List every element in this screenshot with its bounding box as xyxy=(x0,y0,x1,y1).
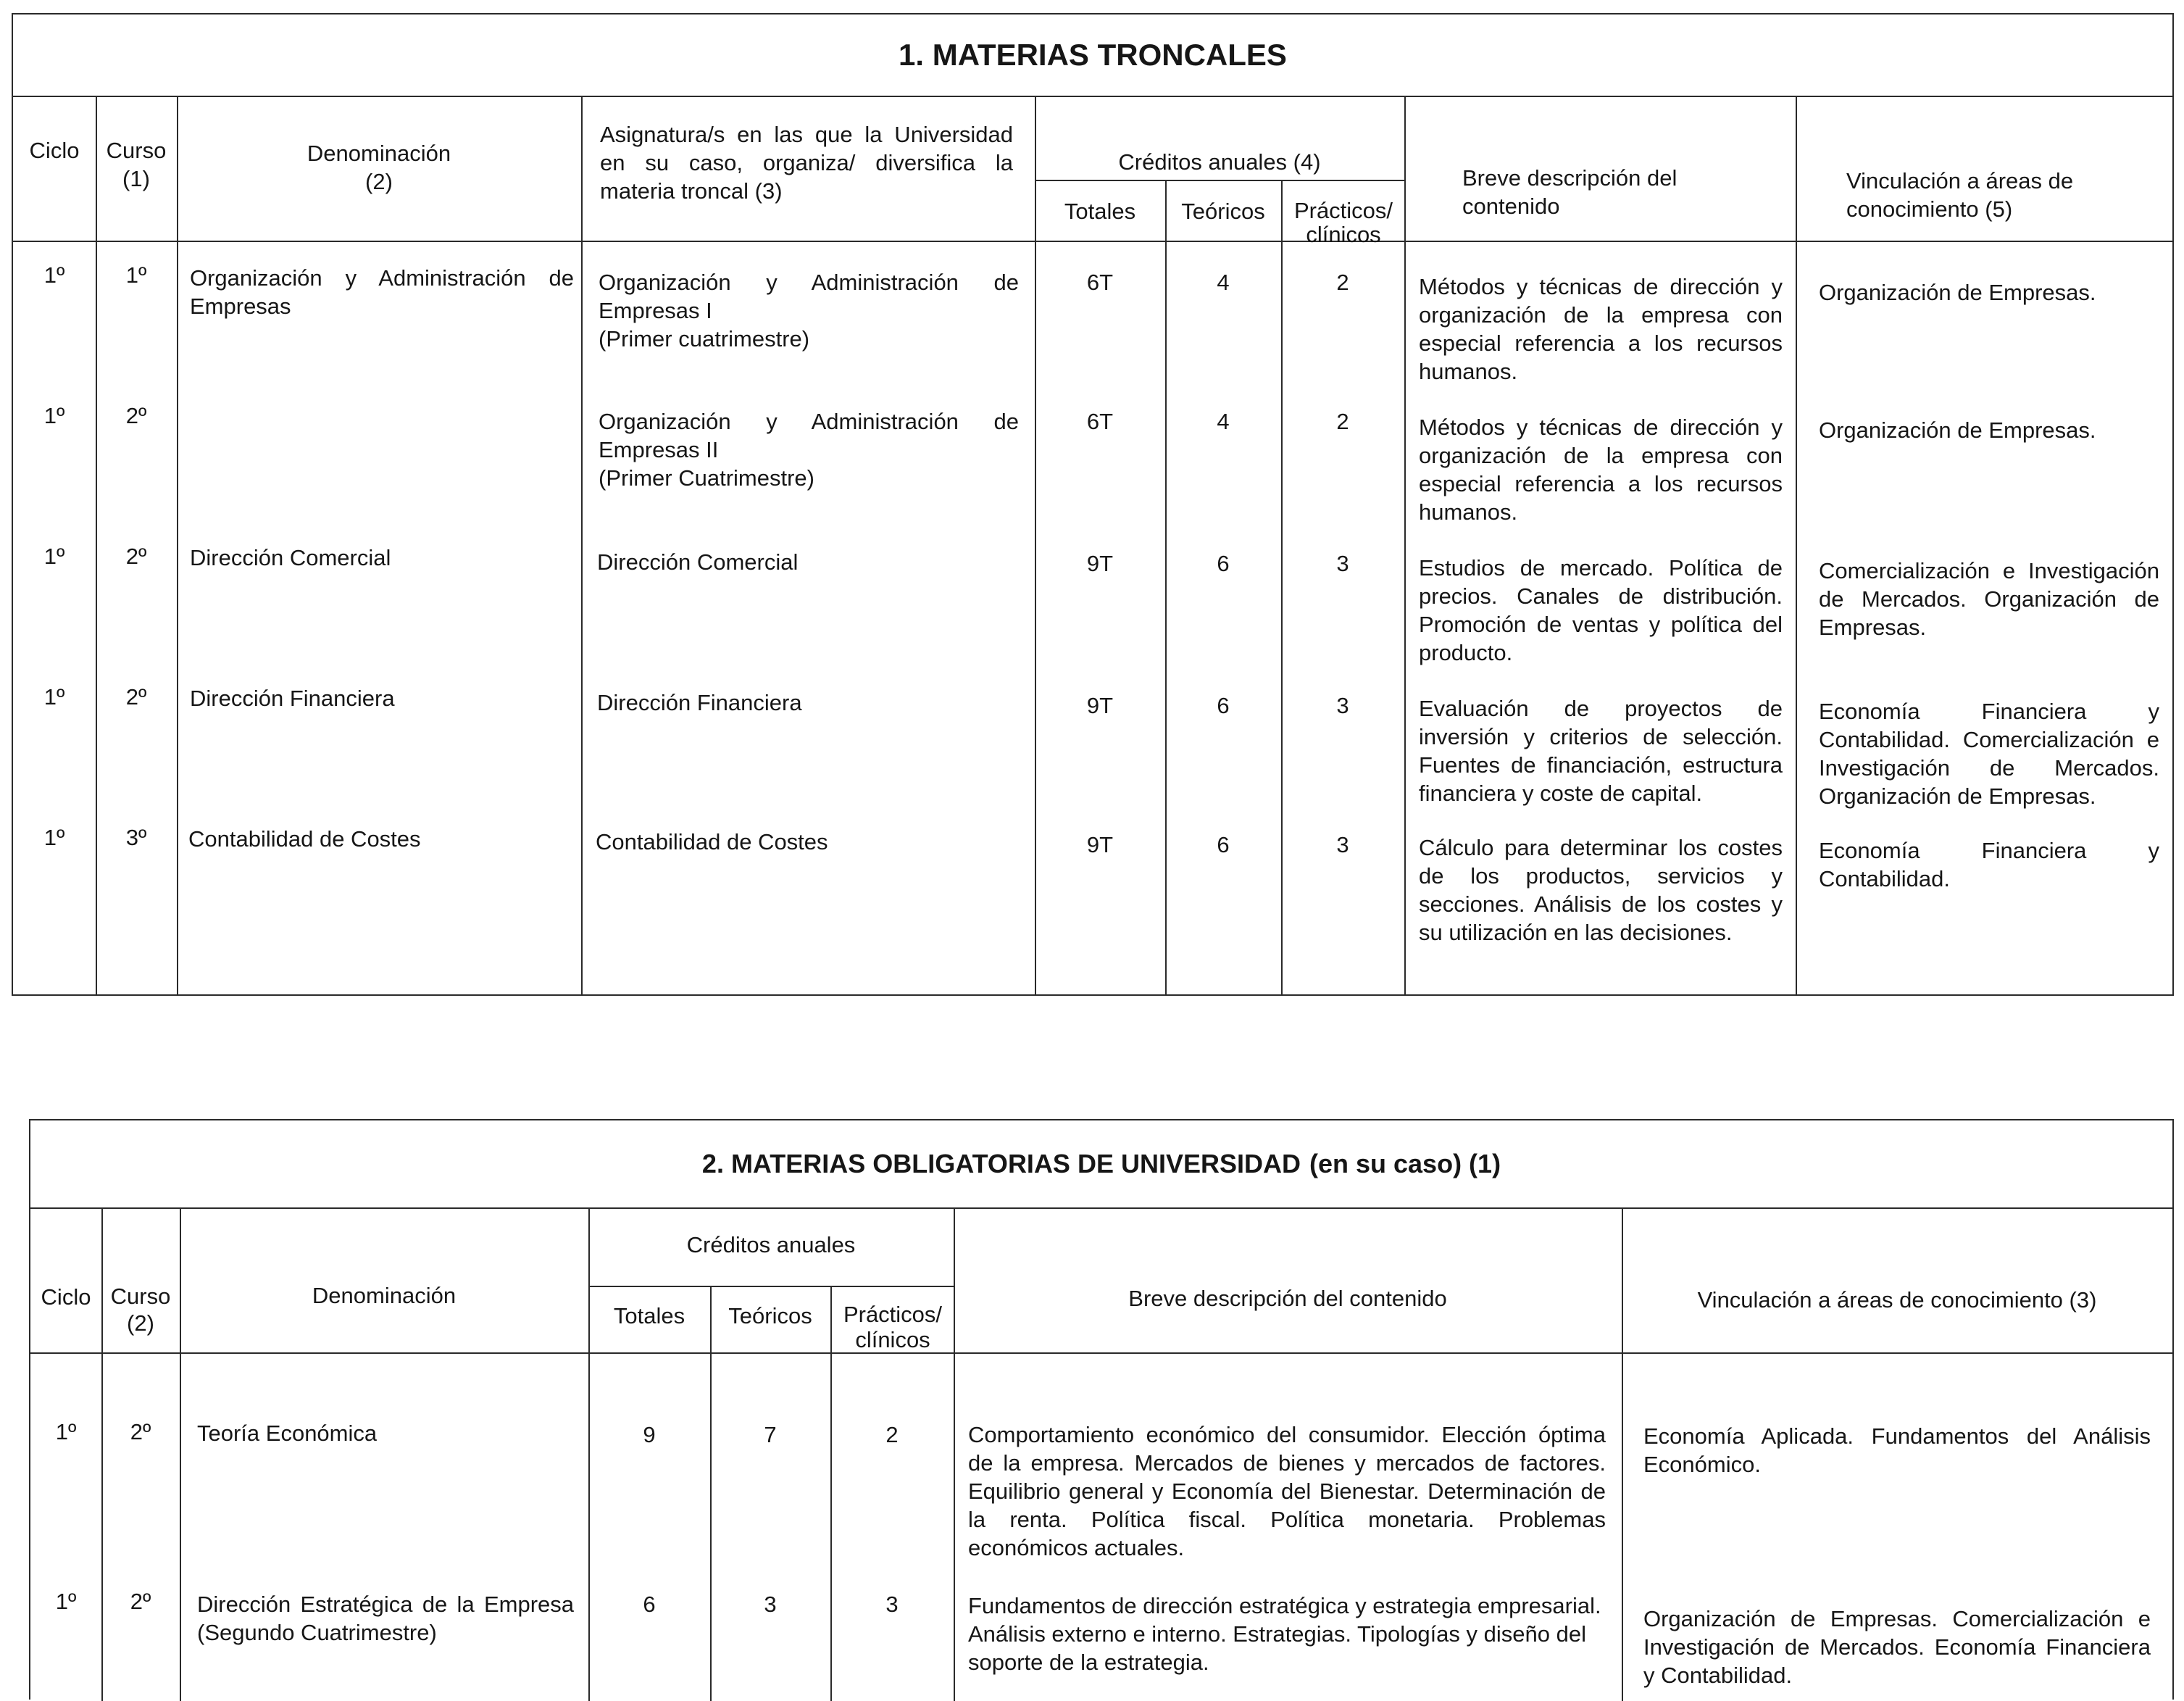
col-divider xyxy=(710,1286,712,1701)
cell-asignatura: Organización y Administración de Empresas I (Primer cuatrimestre) xyxy=(599,270,1019,352)
cell-practicos: 3 xyxy=(1336,832,1349,857)
cell-totales: 9T xyxy=(1086,693,1114,718)
cell-teoricos: 6 xyxy=(1217,693,1230,718)
cell-curso: 3º xyxy=(125,825,147,850)
cell-curso: 2º xyxy=(125,684,147,710)
col-divider xyxy=(1796,96,1797,994)
cell-ciclo: 1º xyxy=(43,544,65,569)
col-divider xyxy=(1281,180,1283,994)
cell-denominacion: Organización y Administración de Empresas xyxy=(190,265,574,319)
header-divider xyxy=(30,1352,2172,1354)
header-vinculacion: Vinculación a áreas de conocimiento (5) xyxy=(1846,168,2074,222)
cell-vinculacion: Economía Aplicada. Fundamentos del Análisis Económico. xyxy=(1643,1423,2151,1477)
header-creditos: Créditos anuales (4) xyxy=(1118,149,1321,175)
table-title-suffix: (en su caso) (1) xyxy=(1309,1149,1501,1178)
col-divider xyxy=(1035,96,1036,994)
cell-practicos: 3 xyxy=(885,1592,899,1617)
cell-practicos: 3 xyxy=(1336,693,1349,718)
cell-teoricos: 4 xyxy=(1217,409,1230,434)
cell-vinculacion: Organización de Empresas. xyxy=(1819,417,2096,443)
header-denominacion: Denominación (2) xyxy=(307,141,451,194)
cell-asignatura: Contabilidad de Costes xyxy=(596,829,828,854)
cell-vinculacion: Organización de Empresas. xyxy=(1819,280,2096,305)
cell-denominacion: Dirección Financiera xyxy=(190,686,395,711)
cell-ciclo: 1º xyxy=(43,262,65,288)
cell-ciclo: 1º xyxy=(43,403,65,428)
col-divider xyxy=(954,1207,955,1701)
cell-ciclo: 1º xyxy=(55,1589,77,1614)
col-divider xyxy=(1165,180,1167,994)
cell-descripcion: Comportamiento económico del consumidor. Elección óptima de la empresa. Mercados de bienes y mercados de factores. Equilibrio general y Economía del Bienestar. Determinación de la renta. Política fiscal. Política monetaria. Problemas económicos actuales. xyxy=(968,1422,1606,1560)
cell-totales: 6 xyxy=(643,1592,656,1617)
cell-curso: 2º xyxy=(130,1589,151,1614)
cell-teoricos: 6 xyxy=(1217,551,1230,576)
header-practicos: Prácticos/ clínicos xyxy=(1293,198,1393,247)
cell-totales: 9T xyxy=(1086,832,1114,857)
col-divider xyxy=(1404,96,1406,994)
cell-denominacion: Teoría Económica xyxy=(197,1421,378,1446)
cell-practicos: 2 xyxy=(885,1422,899,1447)
cell-descripcion: Métodos y técnicas de dirección y organización de la empresa con especial referencia a los recursos humanos. xyxy=(1419,415,1783,525)
header-teoricos: Teóricos xyxy=(1181,199,1265,224)
table-title xyxy=(30,1120,2172,1209)
creditos-divider xyxy=(1035,180,1404,181)
header-descripcion: Breve descripción del contenido xyxy=(1462,165,1677,219)
cell-asignatura: Dirección Comercial xyxy=(597,549,799,575)
header-practicos: Prácticos/ clínicos xyxy=(843,1302,943,1352)
header-totales: Totales xyxy=(613,1303,685,1328)
cell-ciclo: 1º xyxy=(43,825,65,850)
cell-descripcion: Cálculo para determinar los costes de los productos, servicios y secciones. Análisis de los costes y su utilización en las decisiones. xyxy=(1419,835,1783,945)
cell-descripcion: Fundamentos de dirección estratégica y estrategia empresarial. Análisis externo e interno. Estrategias. Tipologías y diseño del soporte de la estrategia. xyxy=(968,1593,1601,1675)
creditos-divider xyxy=(588,1286,954,1287)
cell-teoricos: 6 xyxy=(1217,832,1230,857)
cell-asignatura: Dirección Financiera xyxy=(597,690,802,715)
table-title xyxy=(13,14,2172,97)
header-divider xyxy=(13,241,2172,242)
table-materias-obligatorias xyxy=(29,1119,2174,1700)
cell-vinculacion: Organización de Empresas. Comercialización e Investigación de Mercados. Economía Financiera y Contabilidad. xyxy=(1643,1606,2151,1688)
header-ciclo: Ciclo xyxy=(41,1284,91,1310)
header-denominacion: Denominación xyxy=(312,1283,457,1308)
cell-curso: 1º xyxy=(125,262,147,288)
cell-vinculacion: Economía Financiera y Contabilidad. Comercialización e Investigación de Mercados. Organización de Empresas. xyxy=(1819,699,2159,809)
header-totales: Totales xyxy=(1064,199,1136,224)
header-asignatura: Asignatura/s en las que la Universidad en su caso, organiza/ diversifica la materia troncal (3) xyxy=(600,122,1013,204)
cell-descripcion: Evaluación de proyectos de inversión y criterios de selección. Fuentes de financiación, estructura financiera y coste de capital. xyxy=(1419,696,1783,806)
cell-denominacion: Dirección Comercial xyxy=(190,545,391,570)
cell-descripcion: Métodos y técnicas de dirección y organización de la empresa con especial referencia a los recursos humanos. xyxy=(1419,274,1783,384)
header-teoricos: Teóricos xyxy=(728,1303,812,1328)
header-curso: Curso (2) xyxy=(110,1284,171,1336)
cell-vinculacion: Comercialización e Investigación de Mercados. Organización de Empresas. xyxy=(1819,558,2159,640)
cell-teoricos: 3 xyxy=(764,1592,777,1617)
cell-ciclo: 1º xyxy=(55,1419,77,1444)
cell-totales: 9 xyxy=(643,1422,656,1447)
col-divider xyxy=(177,96,178,994)
cell-asignatura: Organización y Administración de Empresas II (Primer Cuatrimestre) xyxy=(599,409,1019,491)
header-curso: Curso (1) xyxy=(106,138,167,191)
col-divider xyxy=(1622,1207,1623,1701)
col-divider xyxy=(101,1207,103,1701)
cell-practicos: 3 xyxy=(1336,551,1349,576)
table-title-text: 1. MATERIAS TRONCALES xyxy=(899,38,1287,72)
cell-descripcion: Estudios de mercado. Política de precios. Canales de distribución. Promoción de ventas y política del producto. xyxy=(1419,555,1783,665)
header-creditos: Créditos anuales xyxy=(686,1232,856,1257)
cell-curso: 2º xyxy=(125,544,147,569)
cell-ciclo: 1º xyxy=(43,684,65,710)
header-descripcion: Breve descripción del contenido xyxy=(1128,1286,1447,1311)
cell-teoricos: 4 xyxy=(1217,270,1230,295)
header-ciclo: Ciclo xyxy=(29,138,80,163)
col-divider xyxy=(588,1207,590,1701)
cell-vinculacion: Economía Financiera y Contabilidad. xyxy=(1819,838,2159,891)
cell-denominacion: Dirección Estratégica de la Empresa (Segundo Cuatrimestre) xyxy=(197,1592,574,1645)
cell-curso: 2º xyxy=(130,1419,151,1444)
cell-practicos: 2 xyxy=(1336,270,1349,295)
table-title-text: 2. MATERIAS OBLIGATORIAS DE UNIVERSIDAD xyxy=(701,1149,1301,1178)
cell-totales: 6T xyxy=(1086,409,1114,434)
cell-curso: 2º xyxy=(125,403,147,428)
col-divider xyxy=(581,96,583,994)
cell-totales: 6T xyxy=(1086,270,1114,295)
header-vinculacion: Vinculación a áreas de conocimiento (3) xyxy=(1697,1287,2097,1313)
cell-practicos: 2 xyxy=(1336,409,1349,434)
cell-denominacion: Contabilidad de Costes xyxy=(188,826,421,852)
cell-totales: 9T xyxy=(1086,551,1114,576)
cell-teoricos: 7 xyxy=(764,1422,777,1447)
table-materias-troncales xyxy=(12,13,2174,996)
